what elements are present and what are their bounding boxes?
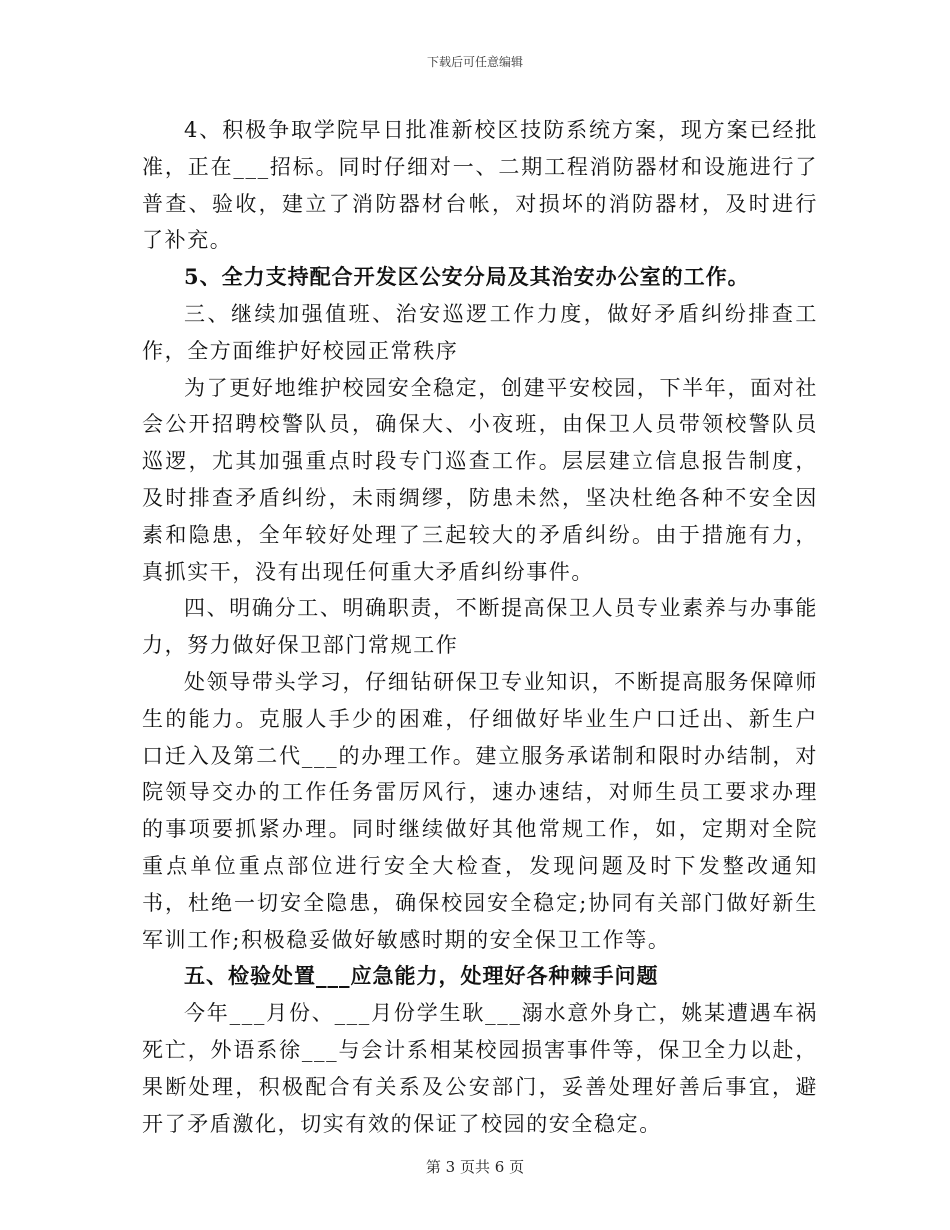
paragraph-3-section-heading: 三、继续加强值班、治安巡逻工作力度，做好矛盾纠纷排查工作，全方面维护好校园正常秩序 bbox=[142, 301, 818, 363]
paragraph-1: 4、积极争取学院早日批准新校区技防系统方案，现方案已经批准，正在___招标。同时仔细对一、二期工程消防器材和设施进行了普查、验收，建立了消防器材台帐，对损坏的消防器材，及时进行了补充。 bbox=[142, 118, 818, 253]
paragraph-2-bold-heading: 5、全力支持配合开发区公安分局及其治安办公室的工作。 bbox=[184, 264, 750, 290]
paragraph-7-bold-heading: 五、检验处置___应急能力，处理好各种棘手问题 bbox=[184, 963, 659, 989]
page-footer: 第 3 页共 6 页 bbox=[425, 1158, 525, 1176]
page-header: 下载后可任意编辑 bbox=[426, 55, 523, 69]
paragraph-5-section-heading: 四、明确分工、明确职责，不断提高保卫人员专业素养与办事能力，努力做好保卫部门常规工作 bbox=[142, 596, 818, 658]
paragraph-8: 今年___月份、___月份学生耿___溺水意外身亡，姚某遭遇车祸死亡，外语系徐___与会计系相某校园损害事件等，保卫全力以赴，果断处理，积极配合有关系及公安部门，妥善处理好善后事宜，避开了矛盾激化，切实有效的保证了校园的安全稳定。 bbox=[142, 1001, 818, 1136]
document-body bbox=[142, 112, 818, 1142]
paragraph-6: 处领导带头学习，仔细钻研保卫专业知识，不断提高服务保障师生的能力。克服人手少的困难，仔细做好毕业生户口迁出、新生户口迁入及第二代___的办理工作。建立服务承诺制和限时办结制，对院领导交办的工作任务雷厉风行，速办速结，对师生员工要求办理的事项要抓紧办理。同时继续做好其他常规工作，如，定期对全院重点单位重点部位进行安全大检查，发现问题及时下发整改通知书，杜绝一切安全隐患，确保校园安全稳定;协同有关部门做好新生军训工作;积极稳妥做好敏感时期的安全保卫工作等。 bbox=[142, 669, 818, 952]
paragraph-4: 为了更好地维护校园安全稳定，创建平安校园，下半年，面对社会公开招聘校警队员，确保大、小夜班，由保卫人员带领校警队员巡逻，尤其加强重点时段专门巡查工作。层层建立信息报告制度，及时排查矛盾纠纷，未雨绸缪，防患未然，坚决杜绝各种不安全因素和隐患，全年较好处理了三起较大的矛盾纠纷。由于措施有力，真抓实干，没有出现任何重大矛盾纠纷事件。 bbox=[142, 375, 818, 584]
